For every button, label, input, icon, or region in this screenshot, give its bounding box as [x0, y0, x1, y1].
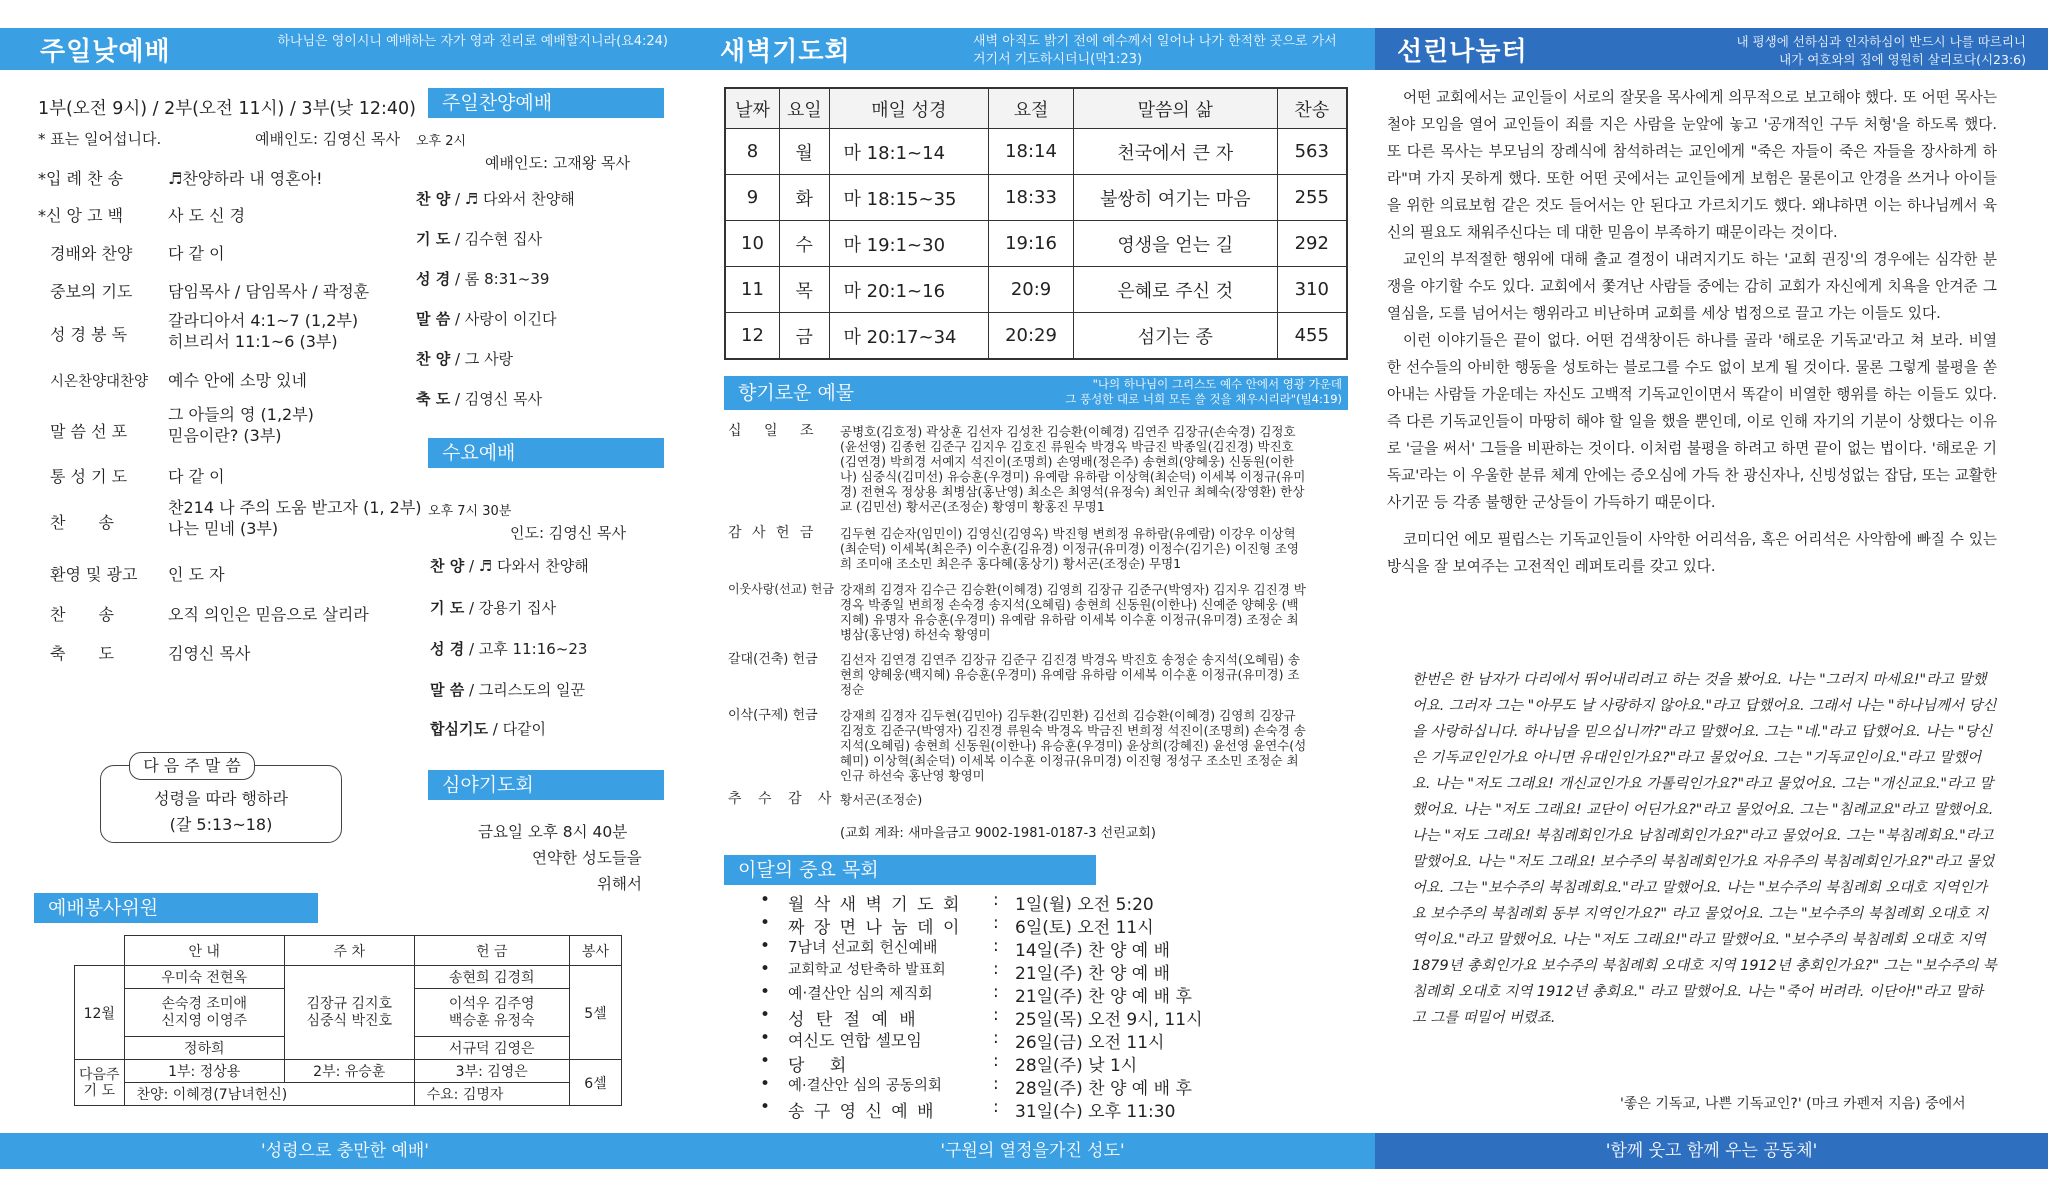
header-bar: [0, 28, 690, 70]
praise-item: 축 도 / 김영신 목사: [416, 390, 543, 408]
order-value: 갈라디아서 4:1~7 (1,2부) 히브리서 11:1~6 (3부): [168, 311, 359, 351]
month-cell: 12월: [75, 966, 125, 1060]
offering-row: 갈대(건축) 헌금 김선자 김연경 김연주 김장규 김준구 김진경 박경옥 박진호 송정순 송지석(오혜림) 송현희 양혜웅(백지혜) 유승훈(우경미) 유예람 유하람 이세복 이수훈 이정규(유미경) 조정순: [728, 652, 1301, 697]
wednesday-worship-title: 수요예배: [428, 438, 664, 468]
table-cell: 송현희 김경희: [414, 966, 569, 989]
offering-title: 향기로운 예물: [738, 382, 855, 404]
footer-motto: '구원의 열정을가진 성도': [690, 1133, 1375, 1169]
column-sunday-worship: [0, 0, 690, 1177]
quote-source: '좋은 기독교, 나쁜 기독교인?' (마크 카펜저 지음) 중에서: [1620, 1096, 1966, 1112]
section-title: 주일낮예배: [40, 37, 171, 67]
praise-item: 찬 양 / ♬ 다와서 찬양해: [416, 190, 575, 208]
footer-motto: '함께 웃고 함께 우는 공동체': [1375, 1133, 2048, 1169]
wednesday-item: 기 도 / 강용기 집사: [430, 599, 557, 617]
col-header: 매일 성경: [829, 88, 989, 129]
table-row: 9 화 마 18:15~35 18:33 불쌍히 여기는 마음 255: [725, 175, 1347, 221]
order-item: 성 경 봉 독: [50, 325, 128, 344]
praise-item: 말 씀 / 사랑이 이긴다: [416, 310, 557, 328]
header-verse: 새벽 아직도 밝기 전에 예수께서 일어나 나가 한적한 곳으로 가서 거기서 기도하시더니(막1:23): [973, 34, 1337, 67]
column-dawn-prayer: 새벽기도회 새벽 아직도 밝기 전에 예수께서 일어나 나가 한적한 곳으로 가서 거기서 기도하시더니(막1:23) 날짜 요일 매일 성경 요절 말씀의 삶 찬송 8 월 마 18:1~14 18:14 천국에서 큰 자 563 9 화 마 18:15~35 18:33 불쌍히 여기는 마음 255 10 수 마 19:1~30 19:16 영생을 얻는 길 292 11 목 마 20:1~16 20:9 은혜로 주신 것 310 12 금 마 20:17~34 20:29 섬기는 종 455 향기로운 예물 "나의 하나님이 그리스도 예수 안에서 영광 가운데 그 풍성한 대로 너희 모든 쓸 것을 채우시리라"(빌4:19) 십 일 조 공병호(김호정) 곽상훈 김선자 김성찬 김승환(이혜경) 김연주 김장규(손숙경) 김정호 (윤선영) 김종헌 김준구 김지우 김호진 류원숙 박경옥 박금진 박종일(김진경) 박진호 (김연경) 박희경 서예지 석진이(조명희) 손영배(정은주) 송현희(양혜웅) 신동원(이한나) 심중식(김미선) 유승훈(우경미) 유예람 유하람 이상혁(최순덕) 이세복 이정규(유미경) 전현옥 정상용 최병삼(홍난영) 최소은 최영석(유정숙) 최인규 최혜숙(장영환) 한상교 (김민선) 황서곤(조정순) 황영미 황홍진 무명1 감 사 헌 금 김두현 김순자(임민이) 김영신(김영옥) 박진형 변희정 유하람(유예람) 이강우 이상혁 (최순덕) 이세복(최은주) 이수훈(김유경) 이정규(유미경) 이정수(김기은) 이진형 조영희 조미애 조소민 최은주 홍다혜(홍상기) 황서곤(조정순) 무명1 이웃사랑(선교) 헌금 강재희 김경자 김수근 김승환(이혜경) 김영희 김장규 김준구(박영자) 김지우 김진경 박경옥 박종일 변희정 손숙경 송지석(오혜림) 송현희 신동원(이한나) 신예준 양혜웅 (백지혜) 유명자 유승훈(우경미) 유예람 유하람 이세복 이수훈 이정규(유미경) 조정순 최병삼(홍난영) 하선숙 황영미 갈대(건축) 헌금 김선자 김연경 김연주 김장규 김준구 김진경 박경옥 박진호 송정순 송지석(오혜림) 송현희 양혜웅(백지혜) 유승훈(우경미) 유예람 유하람 이세복 이수훈 이정규(유미경) 조정순 이삭(구제) 헌금 강재희 김경자 김두현(김민아) 김두환(김민환) 김선희 김승환(이혜경) 김영희 김장규 김정호 김준구(박영자) 김진경 류원숙 박경옥 박금진 변희정 석진이(조명희) 손숙경 송지석(오혜림) 송현희 신동원(이한나) 유승훈(우경미) 윤상희(강혜진) 윤선영 윤연수(성혜미) 이상혁(최순덕) 이세복 이수훈 이정규(유미경) 이진형 정성구 조소민 조정순 최인규 하선숙 홍난영 황영미 추 수 감 사 황서곤(조정순) (교회 계좌: 새마을금고 9002-1981-0187-3 선린교회) 이달의 중요 목회 • 월 삭 새 벽 기 도 회 : 1일(월) 오전 5:20 • 짜 장 면 나 눔 데 이 : 6일(토) 오전 11시 • 7남녀 선교회 헌신예배 : 14일(주) 찬 양 예 배 • 교회학교 성탄축하 발표회 : 21일(주) 찬 양 예 배 • 예·결산안 심의 제직회 : 21일(주) 찬 양 예 배 후 • 성 탄 절 예 배 : 25일(목) 오전 9시, 11시 • 여신도 연합 셀모임 : 26일(금) 오전 11시 • 당 회 : 28일(주) 낮 1시 • 예·결산안 심의 공동의회 : 28일(주) 찬 양 예 배 후 • 송 구 영 신 예 배 : 31일(수) 오후 11:30 '구원의 열정을가진 성도': [690, 0, 1375, 1177]
table-row: 12 금 마 20:17~34 20:29 섬기는 종 455: [725, 313, 1347, 360]
night-prayer-time: 금요일 오후 8시 40분: [478, 823, 628, 841]
order-item: 경배와 찬양 다 같 이: [50, 244, 225, 263]
order-item: 환영 및 광고 인 도 자: [50, 565, 225, 584]
table-cell: 이석우 김주영 백승훈 유정숙: [414, 989, 569, 1037]
table-cell: 5셀: [569, 966, 621, 1060]
order-item: 중보의 기도 담임목사 / 담임목사 / 곽정훈: [50, 282, 370, 301]
table-cell: 김장규 김지호 심중식 박진호: [284, 966, 414, 1060]
col-header: 봉사: [569, 936, 621, 966]
quote-block: 한번은 한 남자가 다리에서 뛰어내리려고 하는 것을 봤어요. 나는 "그러지 마세요!"라고 말했어요. 그러자 그는 "아무도 날 사랑하지 않아요."라고 답했어요. 그래서 나는 "하나님께서 당신을 사랑하십니다. 하나님을 믿으십니까?"라고 말했어요. 그는 "네."라고 답했어요. 나는 "당신은 기독교인인가요 아니면 유대인인가요?"라고 물었어요. 그는 "기독교인이요."라고 말했어요. 나는 "저도 그래요! 개신교인가요 가톨릭인가요?"라고 물었어요. 그는 "개신교요."라고 말했어요. 나는 "저도 그래요! 교단이 어딘가요?"라고 물었어요. 그는 "침례교요"라고 말했어요. 나는 "저도 그래요! 북침례회인가요 남침례회인가요?"라고 물었어요. 그는 "북침례회요."라고 말했어요. 나는 "저도 그래요! 보수주의 북침례회인가요 자유주의 북침례회인가요?"라고 물었어요. 그는 "보수주의 북침례회요."라고 말했어요. 나는 "보수주의 북침례회 오대호 지역인가요 보수주의 북침례회 동부 지역인가요?" 라고 물었어요. 그는 "보수주의 북침례회 오대호 지역이요."라고 말했어요. 나는 "저도 그래요!"라고 말했어요. "보수주의 북침례회 오대호 지역 1879년 총회인가요 보수주의 북침례회 오대호 지역 1912년 총회인가요?" 그는 "보수주의 북침례회 오대호 지역 1912년 총회요." 라고 말했어요. 나는 "죽어 버려라. 이단아!"라고 말하고 그를 떠밀어 버렸죠.: [1412, 672, 1997, 1026]
col-header: 말씀의 삶: [1073, 88, 1277, 129]
header-bar: [690, 28, 1375, 70]
offering-row: 감 사 헌 금 김두현 김순자(임민이) 김영신(김영옥) 박진형 변희정 유하람(유예람) 이강우 이상혁 (최순덕) 이세복(최은주) 이수훈(김유경) 이정규(유미경) 이정수(김기은) 이진형 조영희 조미애 조소민 최은주 홍다혜(홍상기) 황서곤(조정순) 무명1: [728, 525, 1300, 571]
essay-paragraph: 교인의 부적절한 행위에 대해 출교 결정이 내려지기도 하는 '교회 권징'의 경우에는 심각한 분쟁을 야기할 수도 있다. 교회에서 쫓겨난 사람들 중에는 감히 교회가 자신에게 치욕을 안겨준 그 열심을, 도를 넘어서는 행위라고 비난하며 교회를 세상 법정으로 끌고 가는 이들도 있다.: [1387, 251, 1997, 322]
offering-row: 추 수 감 사 황서곤(조정순): [728, 791, 923, 807]
wednesday-time: 오후 7시 30분: [428, 504, 512, 519]
col-header: 날짜: [725, 88, 779, 129]
table-row: 8 월 마 18:1~14 18:14 천국에서 큰 자 563: [725, 129, 1347, 175]
order-item: 축 도 김영신 목사: [50, 644, 251, 663]
order-item: *신 앙 고 백 사 도 신 경: [38, 206, 246, 225]
section-title: 선린나눔터: [1397, 37, 1528, 67]
praise-worship-title: 주일찬양예배: [428, 88, 664, 118]
order-item: 찬 송 오직 의인은 믿음으로 살리라: [50, 605, 369, 624]
volunteers-table: [74, 935, 622, 1106]
essay-paragraph: 코미디언 에모 필립스는 기독교인들이 사악한 어리석음, 혹은 어리석은 사악함에 빠질 수 있는 방식을 잘 보여주는 고전적인 레퍼토리를 갖고 있다.: [1387, 531, 1997, 575]
church-account: (교회 계좌: 새마을금고 9002-1981-0187-3 선린교회): [840, 826, 1156, 841]
order-item: *입 례 찬 송 ♬찬양하라 내 영혼아!: [38, 169, 323, 188]
next-week-text: 성령을 따라 행하라: [154, 789, 288, 808]
night-prayer-text: 위해서: [597, 875, 642, 893]
table-cell: 6셀: [569, 1060, 621, 1106]
praise-leader: 예배인도: 고재왕 목사: [485, 154, 631, 172]
order-value: 찬214 나 주의 도움 받고자 (1, 2부) 나는 믿네 (3부): [168, 498, 422, 538]
offering-row: 이웃사랑(선교) 헌금 강재희 김경자 김수근 김승환(이혜경) 김영희 김장규 김준구(박영자) 김지우 김진경 박경옥 박종일 변희정 손숙경 송지석(오혜림) 송현희 신동원(이한나) 신예준 양혜웅 (백지혜) 유명자 유승훈(우경미) 유예람 유하람 이세복 이수훈 이정규(유미경) 조정순 최병삼(홍난영) 하선숙 황영미: [728, 582, 1306, 642]
night-prayer-text: 연약한 성도들을: [532, 849, 642, 867]
wednesday-item: 찬 양 / ♬ 다와서 찬양해: [430, 557, 589, 575]
wednesday-item: 말 씀 / 그리스도의 일꾼: [430, 681, 586, 699]
essay-body: [1387, 84, 1997, 580]
order-item: 찬 송: [50, 513, 128, 532]
order-item: 시온찬양대찬양 예수 안에 소망 있네: [50, 371, 307, 390]
next-week-label: 다음주 기 도: [75, 1060, 125, 1106]
essay-paragraph: 어떤 교회에서는 교인들이 서로의 잘못을 목사에게 의무적으로 보고해야 했다. 또 어떤 목사는 철야 모임을 열어 교인들이 죄를 지은 사람을 눈앞에 놓고 '공개적인 구두 처형'을 하도록 했다. 또 다른 목사는 부모님의 장례식에 참석하려는 교인에게 "죽은 자들이 죽은 자들을 장사하게 하라"며 가지 못하게 했다. 또한 어떤 곳에서는 교인들에게 보험은 물론이고 안경을 쓰거나 아이들을 위한 의료보험 같은 것도 들어서는 안 된다고 가르치기도 했다. 왜냐하면 이는 하나님께서 육신의 필요도 채워주신다는 데 대한 믿음이 부족하기 때문이라는 것이다.: [1387, 89, 1997, 241]
order-value: 그 아들의 영 (1,2부) 믿음이란? (3부): [168, 405, 314, 445]
service-times: 1부(오전 9시) / 2부(오전 11시) / 3부(낮 12:40): [38, 99, 416, 119]
col-header: 주 차: [284, 936, 414, 966]
night-prayer-title: 심야기도회: [428, 770, 664, 800]
col-header: 헌 금: [414, 936, 569, 966]
col-header: 안 내: [124, 936, 284, 966]
order-item: 통 성 기 도 다 같 이: [50, 467, 225, 486]
praise-time: 오후 2시: [416, 134, 467, 149]
table-row: 10 수 마 19:1~30 19:16 영생을 얻는 길 292: [725, 221, 1347, 267]
table-cell: 3부: 김영은: [414, 1060, 569, 1083]
col-header: 요일: [779, 88, 829, 129]
wednesday-item: 합심기도 / 다같이: [430, 720, 547, 738]
table-row: 11 목 마 20:1~16 20:9 은혜로 주신 것 310: [725, 267, 1347, 313]
events-title: 이달의 중요 목회: [724, 855, 1096, 885]
header-verse: 내 평생에 선하심과 인자하심이 반드시 나를 따르리니 내가 여호와의 집에 영원히 살리로다(시23:6): [1736, 34, 2026, 67]
table-cell: 1부: 정상용: [124, 1060, 284, 1083]
section-title: 새벽기도회: [720, 37, 851, 67]
wednesday-item: 성 경 / 고후 11:16~23: [430, 640, 588, 658]
header-bar: [1375, 28, 2048, 70]
table-cell: 정하희: [124, 1037, 284, 1060]
praise-item: 성 경 / 롬 8:31~39: [416, 270, 550, 288]
offering-title-bar: [724, 376, 1348, 410]
table-cell: 손숙경 조미애 신지영 이영주: [124, 989, 284, 1037]
offering-row: 십 일 조 공병호(김호정) 곽상훈 김선자 김성찬 김승환(이혜경) 김연주 김장규(손숙경) 김정호 (윤선영) 김종헌 김준구 김지우 김호진 류원숙 박경옥 박금진 박종일(김진경) 박진호 (김연경) 박희경 서예지 석진이(조명희) 손영배(정은주) 송현희(양혜웅) 신동원(이한나) 심중식(김미선) 유승훈(우경미) 유예람 유하람 이상혁(최순덕) 이세복 이정규(유미경) 전현옥 정상용 최병삼(홍난영) 최소은 최영석(유정숙) 최인규 최혜숙(장영환) 한상교 (김민선) 황서곤(조정순) 황영미 황홍진 무명1: [728, 423, 1306, 514]
next-week-sermon: [100, 756, 342, 843]
table-cell: 우미숙 전현옥: [124, 966, 284, 989]
table-cell: 찬양: 이혜경(7남녀헌신): [124, 1083, 414, 1106]
table-cell: 2부: 유승훈: [284, 1060, 414, 1083]
table-cell: 수요: 김명자: [414, 1083, 569, 1106]
next-week-ref: (갈 5:13~18): [169, 815, 273, 834]
col-header: 요절: [989, 88, 1074, 129]
praise-item: 기 도 / 김수현 집사: [416, 230, 543, 248]
volunteers-title: 예배봉사위원: [34, 893, 318, 923]
offering-verse: "나의 하나님이 그리스도 예수 안에서 영광 가운데 그 풍성한 대로 너희 모든 쓸 것을 채우시리라"(빌4:19): [1065, 377, 1342, 406]
footer-motto: '성령으로 충만한 예배': [0, 1133, 690, 1169]
praise-item: 찬 양 / 그 사랑: [416, 350, 514, 368]
wednesday-leader: 인도: 김영신 목사: [510, 524, 627, 542]
worship-leader: 예배인도: 김영신 목사: [255, 130, 401, 148]
dawn-prayer-table: [724, 87, 1348, 360]
stand-note: * 표는 일어섭니다.: [38, 130, 162, 148]
essay-paragraph: 이런 이야기들은 끝이 없다. 어떤 검색창이든 하나를 골라 '해로운 기독교'라고 쳐 보라. 비열한 선수들의 아비한 행동을 성토하는 블로그를 수도 없이 보게 될 것이다. 물론 그렇게 불평을 쏟아내는 사람들 가운데는 자신도 고백적 기독교인이면서 똑같이 비열한 행위를 하는 이들도 있다. 즉 다른 기독교인들이 마땅히 해야 할 일을 했을 뿐인데, 이로 인해 자기의 기분이 상했다는 이유로 '글을 써서' 그들을 비판하는 것이다. 이처럼 불평을 하려고 하면 끝이 없는 법이다. '해로운 기독교'라는 이 우울한 분류 체계 안에는 증오심에 가득 찬 광신자나, 신빙성없는 잡담, 또는 교활한 사기꾼 등 각종 불행한 군상들이 가득하기 때문이다.: [1387, 332, 1998, 511]
col-header: 찬송: [1277, 88, 1347, 129]
order-item: 말 씀 선 포: [50, 422, 128, 441]
header-verse: 하나님은 영이시니 예배하는 자가 영과 진리로 예배할지니라(요4:24): [277, 34, 668, 49]
offering-row: 이삭(구제) 헌금 강재희 김경자 김두현(김민아) 김두환(김민환) 김선희 김승환(이혜경) 김영희 김장규 김정호 김준구(박영자) 김진경 류원숙 박경옥 박금진 변희정 석진이(조명희) 손숙경 송지석(오혜림) 송현희 신동원(이한나) 유승훈(우경미) 윤상희(강혜진) 윤선영 윤연수(성혜미) 이상혁(최순덕) 이세복 이수훈 이정규(유미경) 이진형 정성구 조소민 조정순 최인규 하선숙 홍난영 황영미: [728, 708, 1307, 783]
table-cell: 서규덕 김영은: [414, 1037, 569, 1060]
next-week-title: 다 음 주 말 씀: [129, 752, 255, 780]
